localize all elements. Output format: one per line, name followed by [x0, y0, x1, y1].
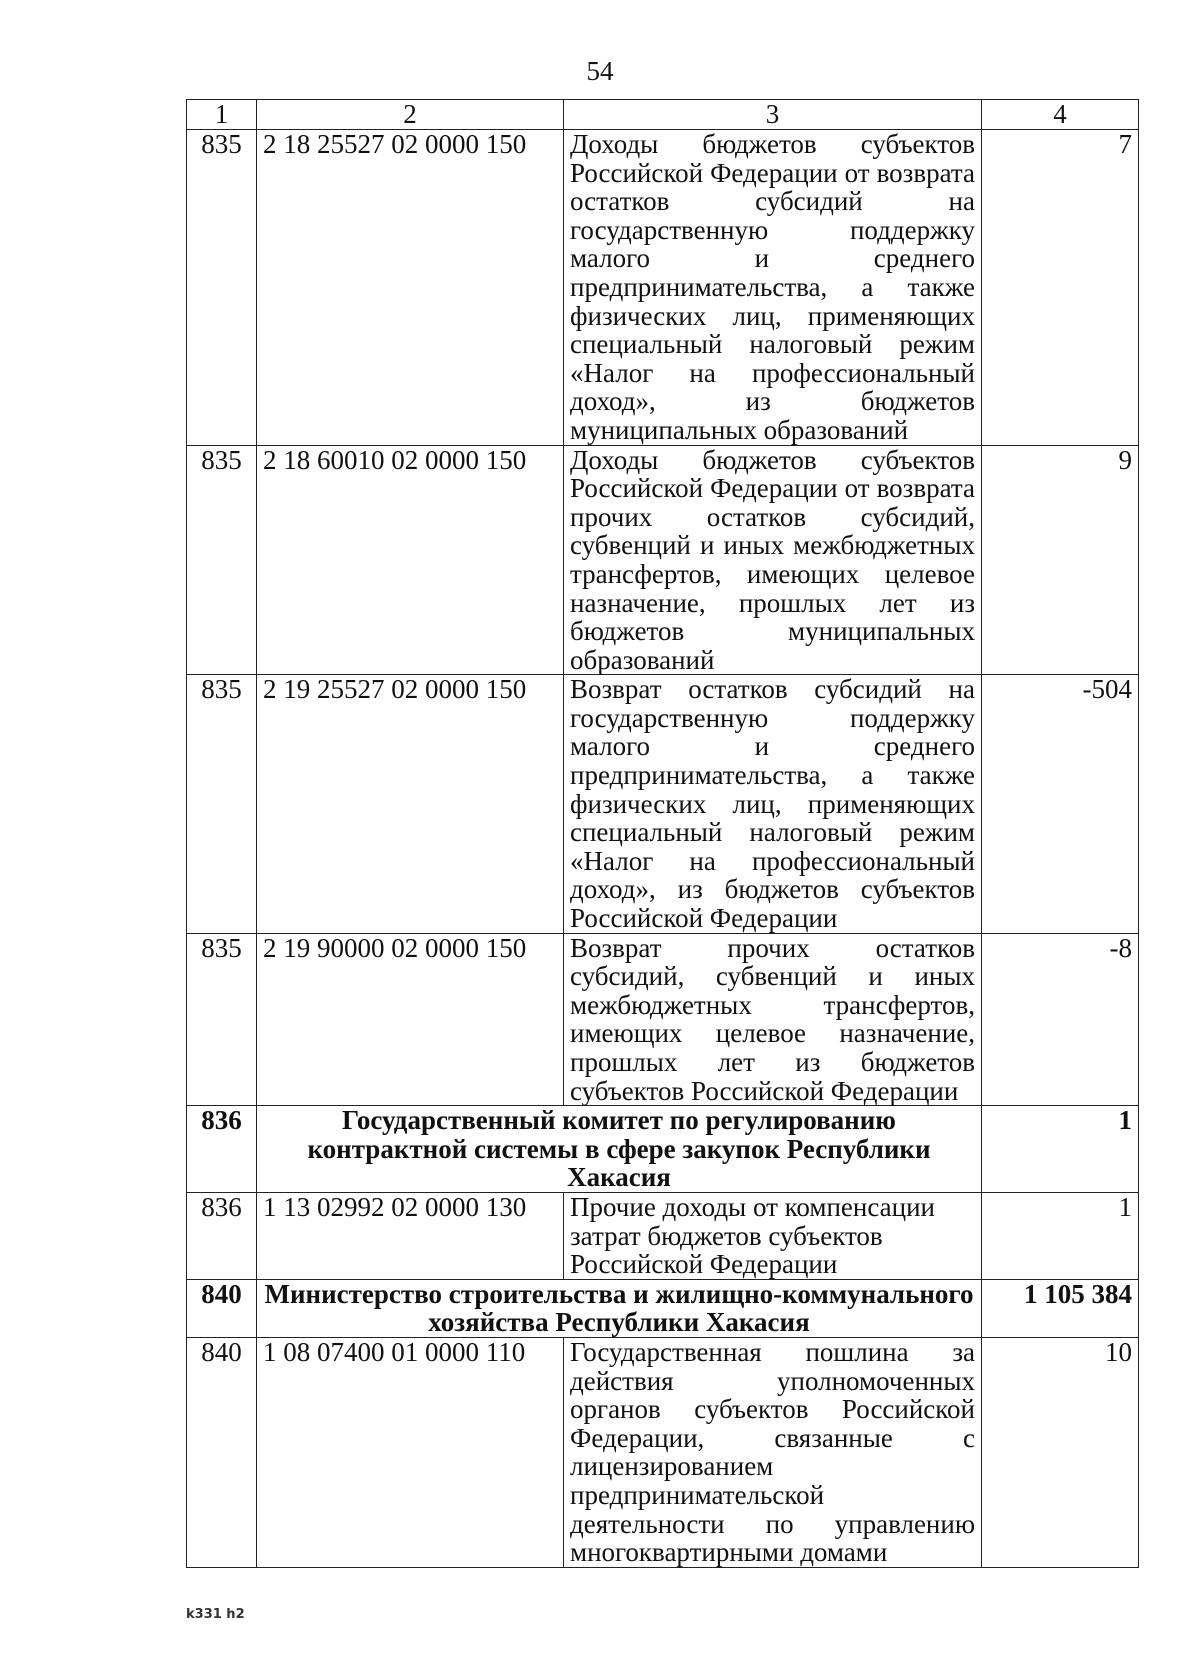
budget-code-cell: 2 18 60010 02 0000 150	[257, 445, 564, 675]
admin-code-cell: 835	[187, 933, 257, 1106]
amount-cell: 7	[982, 130, 1139, 446]
description-cell: Государственная пошлина за действия уполномоченных органов субъектов Российской Федерации, связанные с лицензированием предпринимательской деятельности по управлению многоквартирными домами	[564, 1337, 982, 1567]
description-cell: Прочие доходы от компенсации затрат бюджетов субъектов Российской Федерации	[564, 1192, 982, 1279]
amount-cell: 10	[982, 1337, 1139, 1567]
section-amount-cell: 1 105 384	[982, 1279, 1139, 1337]
admin-code-cell: 835	[187, 130, 257, 446]
document-footer-code: k331 h2	[186, 1607, 245, 1622]
column-header-3: 3	[564, 100, 982, 130]
column-header-1: 1	[187, 100, 257, 130]
budget-code-cell: 1 13 02992 02 0000 130	[257, 1192, 564, 1279]
amount-cell: -8	[982, 933, 1139, 1106]
revenue-table	[186, 99, 1139, 1568]
amount-cell: 1	[982, 1192, 1139, 1279]
admin-code-cell: 835	[187, 445, 257, 675]
description-cell: Доходы бюджетов субъектов Российской Федерации от возврата прочих остатков субсидий, субвенций и иных межбюджетных трансфертов, имеющих целевое назначение, прошлых лет из бюджетов муниципальных образований	[564, 445, 982, 675]
amount-cell: 9	[982, 445, 1139, 675]
section-amount-cell: 1	[982, 1106, 1139, 1193]
admin-code-cell: 836	[187, 1192, 257, 1279]
budget-code-cell: 2 18 25527 02 0000 150	[257, 130, 564, 446]
admin-code-cell: 840	[187, 1337, 257, 1567]
admin-code-cell: 836	[187, 1106, 257, 1193]
column-header-2: 2	[257, 100, 564, 130]
table-row	[187, 445, 1139, 675]
admin-code-cell: 835	[187, 675, 257, 933]
section-row	[187, 1106, 1139, 1193]
table-row	[187, 130, 1139, 446]
page-number: 54	[586, 56, 614, 86]
table-header-row	[187, 100, 1139, 130]
budget-code-cell: 2 19 25527 02 0000 150	[257, 675, 564, 933]
description-cell: Возврат прочих остатков субсидий, субвенций и иных межбюджетных трансфертов, имеющих целевое назначение, прошлых лет из бюджетов субъектов Российской Федерации	[564, 933, 982, 1106]
table-row	[187, 1192, 1139, 1279]
amount-cell: -504	[982, 675, 1139, 933]
column-header-4: 4	[982, 100, 1139, 130]
table-row	[187, 675, 1139, 933]
description-cell: Доходы бюджетов субъектов Российской Федерации от возврата остатков субсидий на государственную поддержку малого и среднего предпринимательства, а также физических лиц, применяющих специальный налоговый режим «Налог на профессиональный доход», из бюджетов муниципальных образований	[564, 130, 982, 446]
table-row	[187, 933, 1139, 1106]
budget-code-cell: 1 08 07400 01 0000 110	[257, 1337, 564, 1567]
description-cell: Возврат остатков субсидий на государственную поддержку малого и среднего предпринимательства, а также физических лиц, применяющих специальный налоговый режим «Налог на профессиональный доход», из бюджетов субъектов Российской Федерации	[564, 675, 982, 933]
section-title-cell: Министерство строительства и жилищно-коммунального хозяйства Республики Хакасия	[257, 1279, 982, 1337]
section-row	[187, 1279, 1139, 1337]
section-title-cell: Государственный комитет по регулированию контрактной системы в сфере закупок Республики Хакасия	[257, 1106, 982, 1193]
table-row	[187, 1337, 1139, 1567]
budget-code-cell: 2 19 90000 02 0000 150	[257, 933, 564, 1106]
admin-code-cell: 840	[187, 1279, 257, 1337]
